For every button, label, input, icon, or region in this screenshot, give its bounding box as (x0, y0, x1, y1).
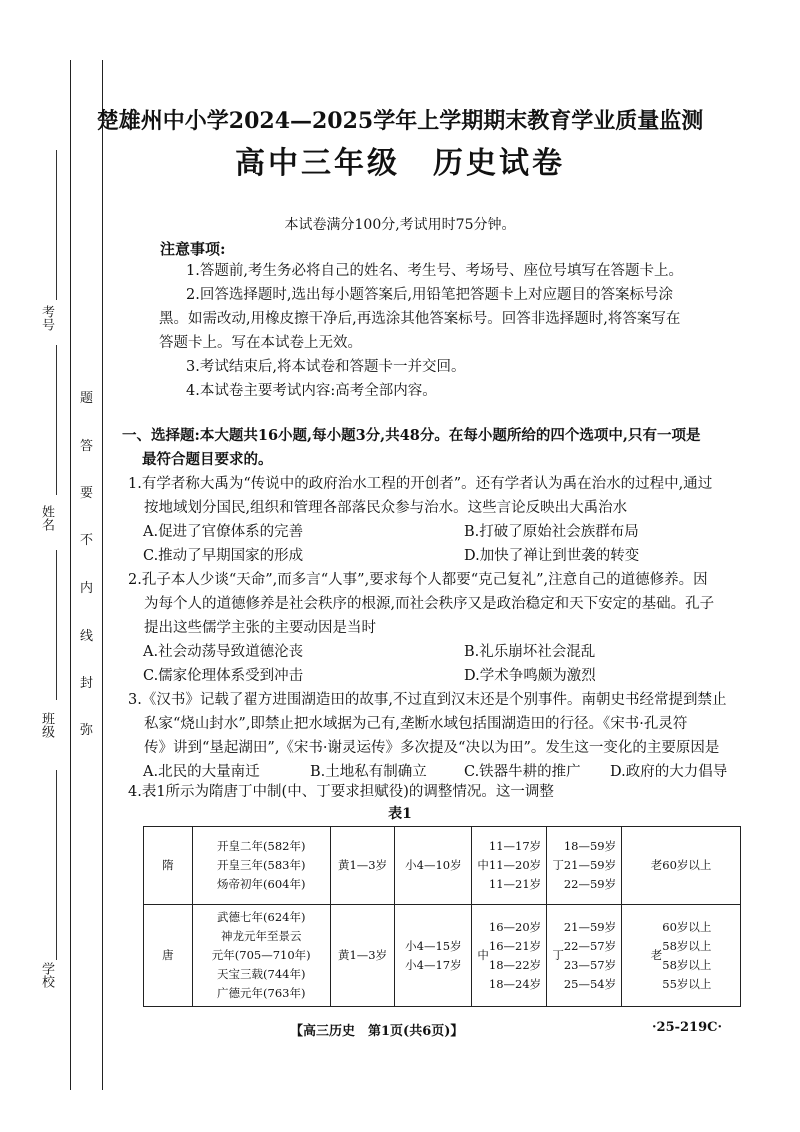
ding-label: 丁 (552, 858, 564, 872)
ding-entry: 21—59岁 (563, 858, 617, 872)
question-2-line: 为每个人的道德修养是社会秩序的根源,而社会秩序又是政治稳定和天下安定的基础。孔子 (144, 596, 715, 612)
period-entry: 元年(705—710年) (211, 948, 311, 962)
ding-entry: 25—54岁 (563, 976, 617, 991)
zhong-label: 中 (477, 948, 489, 962)
ding-entry: 21—59岁 (563, 919, 617, 934)
period-entry: 神龙元年至景云 (220, 929, 302, 943)
table-1 (143, 826, 741, 1007)
xiao-entry: 小4—15岁 (405, 938, 462, 953)
zhong-entry: 16—21岁 (488, 938, 542, 953)
margin-hint-char: 封 (80, 676, 94, 691)
ding-entry: 22—59岁 (563, 877, 617, 891)
exam-title: 楚雄州中小学2024—2025学年上学期期末教育学业质量监测 (96, 108, 704, 134)
period-entry: 开皇二年(582年) (217, 839, 306, 853)
name-blank[interactable] (56, 345, 58, 495)
question-2-option-b[interactable]: B.礼乐崩坏社会混乱 (464, 644, 596, 660)
zhong-cell (472, 827, 547, 905)
question-1-line: 1.有学者称大禹为“传说中的政府治水工程的开创者”。还有学者认为禹在治水的过程中,通过 (128, 476, 713, 492)
ding-label: 丁 (552, 948, 564, 962)
question-2-option-a[interactable]: A.社会动荡导致道德沦丧 (143, 644, 304, 660)
margin-hint-char: 题 (80, 391, 94, 406)
zhong-label: 中 (477, 858, 489, 872)
margin-hint-char: 线 (80, 629, 94, 644)
question-3-option-d[interactable]: D.政府的大力倡导 (610, 764, 728, 780)
question-2-line: 2.孔子本人少谈“天命”,而多言“人事”,要求每个人都要“克己复礼”,注意自己的道德修养。因 (128, 572, 708, 588)
class-label: 班级 (39, 712, 54, 738)
huang-cell: 黄1—3岁 (330, 905, 395, 1007)
zhong-entry: 11—17岁 (488, 839, 542, 853)
zhong-entry: 11—21岁 (488, 877, 542, 891)
margin-hint-char: 不 (80, 533, 94, 548)
notice-item: 3.考试结束后,将本试卷和答题卡一并交回。 (186, 359, 466, 375)
period-cell (192, 905, 330, 1007)
table-caption: 表1 (388, 806, 412, 822)
lao-cell (622, 905, 741, 1007)
notice-item: 2.回答选择题时,选出每小题答案后,用铅笔把答题卡上对应题目的答案标号涂 (186, 287, 674, 303)
question-3-stem (128, 688, 726, 760)
question-1-stem (128, 472, 712, 520)
question-1-option-d[interactable]: D.加快了禅让到世袭的转变 (464, 548, 640, 564)
lao-entry: 58岁以上 (662, 938, 712, 953)
page-footer: 【高三历史 第1页(共6页)】 (290, 1024, 464, 1039)
lao-entry: 58岁以上 (662, 957, 712, 972)
zhong-entry: 11—20岁 (488, 858, 542, 872)
question-3-option-a[interactable]: A.北民的大量南迁 (143, 764, 260, 780)
question-3-line: 传》讲到“垦起湖田”,《宋书·谢灵运传》多次提及“决以为田”。发生这一变化的主要原因是 (144, 740, 720, 756)
zhong-entry: 18—24岁 (488, 976, 542, 991)
huang-cell: 黄1—3岁 (330, 827, 395, 905)
lao-entry: 老60岁以上 (650, 858, 712, 872)
lao-entry: 60岁以上 (662, 919, 712, 934)
period-entry: 天宝三载(744年) (217, 967, 306, 981)
period-entry: 武德七年(624年) (217, 910, 306, 924)
question-3-line: 私家“烧山封水”,即禁止把水域据为己有,垄断水域包括围湖造田的行径。《宋书·孔灵符 (144, 716, 688, 732)
notice-item: 黑。如需改动,用橡皮擦干净后,再选涂其他答案标号。回答非选择题时,将答案写在 (159, 311, 681, 327)
ding-cell (547, 827, 622, 905)
margin-hint-char: 弥 (80, 723, 94, 738)
question-1-option-b[interactable]: B.打破了原始社会族群布局 (464, 524, 639, 540)
xiao-cell (395, 827, 472, 905)
lao-entry: 55岁以上 (662, 976, 712, 991)
section-heading: 一、选择题:本大题共16小题,每小题3分,共48分。在每小题所给的四个选项中,只有一项是 (122, 427, 701, 444)
ding-entry: 18—59岁 (563, 839, 617, 853)
question-3-option-b[interactable]: B.土地私有制确立 (310, 764, 427, 780)
xiao-entry: 小4—10岁 (405, 858, 462, 872)
paper-code: ·25-219C· (652, 1020, 723, 1035)
notice-item: 1.答题前,考生务必将自己的姓名、考生号、考场号、座位号填写在答题卡上。 (186, 263, 683, 279)
school-blank[interactable] (56, 770, 58, 960)
lao-label: 老 (650, 948, 663, 962)
question-1-line: 按地域划分国民,组织和管理各部落民众参与治水。这些言论反映出大禹治水 (144, 500, 628, 516)
exam-info: 本试卷满分100分,考试用时75分钟。 (284, 217, 516, 233)
notice-title: 注意事项: (160, 240, 226, 258)
margin-hint-char: 内 (80, 581, 94, 596)
xiao-entry: 小4—17岁 (405, 957, 462, 972)
zhong-cell (472, 905, 547, 1007)
section-heading-cont: 最符合题目要求的。 (142, 451, 273, 468)
xiao-cell (395, 905, 472, 1007)
period-cell (192, 827, 330, 905)
ding-cell (547, 905, 622, 1007)
period-entry: 炀帝初年(604年) (217, 877, 306, 891)
name-label: 姓名 (39, 505, 54, 531)
question-1-option-c[interactable]: C.推动了早期国家的形成 (143, 548, 304, 564)
school-label: 学校 (39, 962, 54, 988)
period-entry: 开皇三年(583年) (217, 858, 306, 872)
table-row (144, 905, 741, 1007)
exam-no-label: 考号 (39, 305, 54, 331)
question-4-stem: 4.表1所示为隋唐丁中制(中、丁要求担赋役)的调整情况。这一调整 (128, 784, 554, 800)
lao-cell (622, 827, 741, 905)
period-entry: 广德元年(763年) (217, 986, 306, 1000)
class-blank[interactable] (56, 550, 58, 700)
zhong-entry: 18—22岁 (488, 957, 542, 972)
question-3-option-c[interactable]: C.铁器牛耕的推广 (464, 764, 581, 780)
zhong-entry: 16—20岁 (488, 919, 542, 934)
ding-entry: 22—57岁 (563, 938, 617, 953)
table-row (144, 827, 741, 905)
question-3-line: 3.《汉书》记载了翟方进围湖造田的故事,不过直到汉末还是个别事件。南朝史书经常提到禁止 (128, 692, 727, 708)
question-2-option-c[interactable]: C.儒家伦理体系受到冲击 (143, 668, 304, 684)
dynasty-cell: 唐 (144, 905, 193, 1007)
question-2-option-d[interactable]: D.学术争鸣颇为激烈 (464, 668, 596, 684)
margin-hint-char: 要 (80, 486, 94, 501)
notice-item: 4.本试卷主要考试内容:高考全部内容。 (186, 383, 437, 399)
question-2-line: 提出这些儒学主张的主要动因是当时 (144, 620, 376, 636)
question-2-stem (128, 568, 714, 640)
paper-title: 高中三年级 历史试卷 (235, 146, 565, 181)
question-1-option-a[interactable]: A.促进了官僚体系的完善 (143, 524, 304, 540)
notice-item: 答题卡上。写在本试卷上无效。 (159, 335, 362, 351)
dynasty-cell: 隋 (144, 827, 193, 905)
margin-hint-char: 答 (80, 439, 94, 454)
ding-entry: 23—57岁 (563, 957, 617, 972)
